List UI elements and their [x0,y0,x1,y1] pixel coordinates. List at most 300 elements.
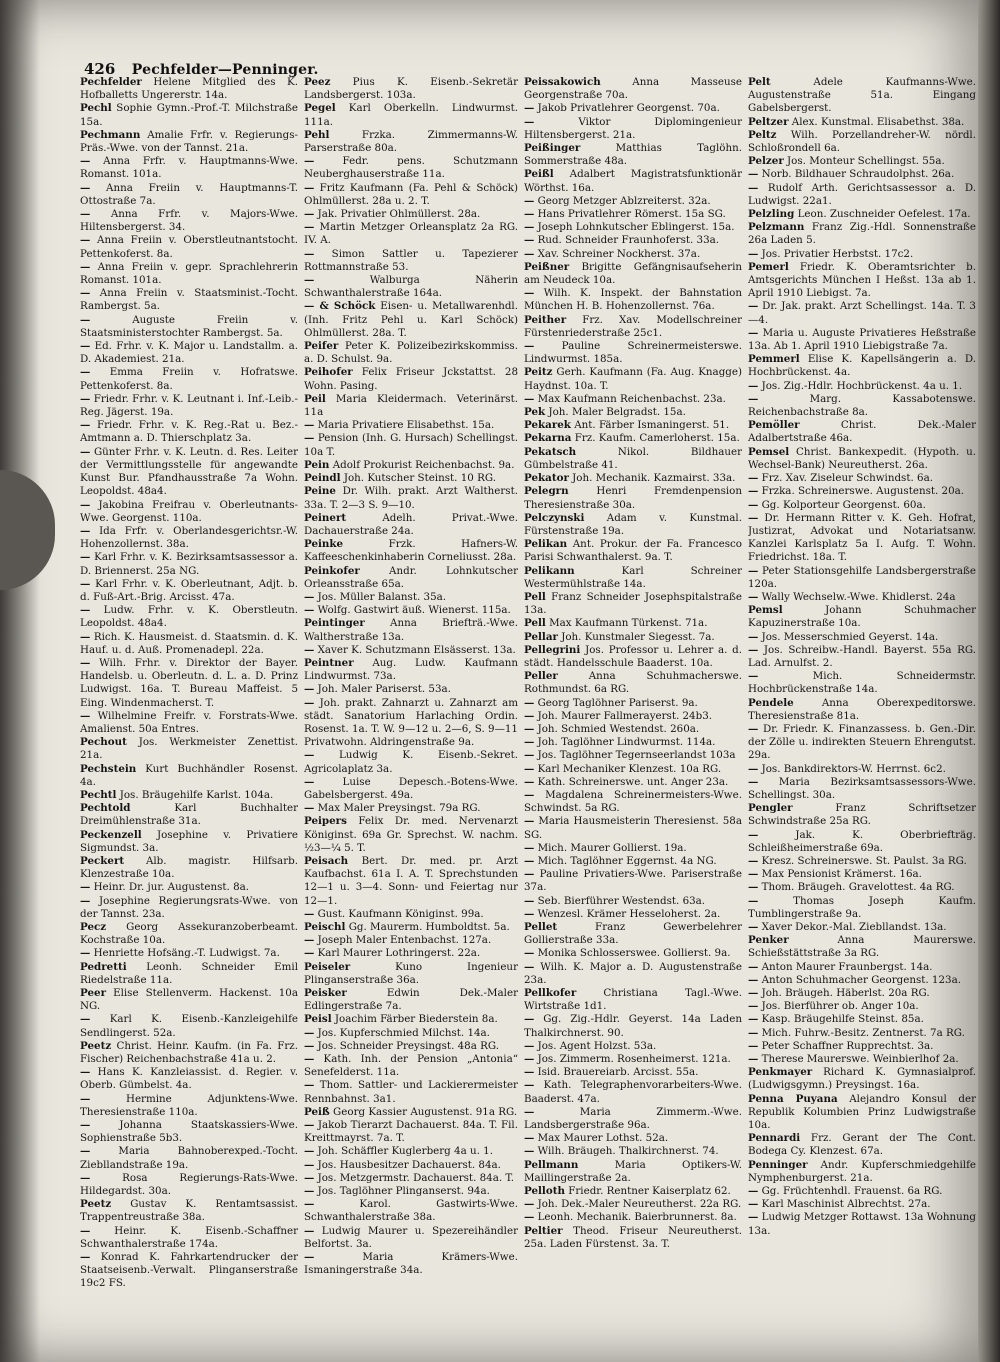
entry-surname: — [524,1053,535,1066]
entry-surname: — [748,1053,759,1066]
entry-details: Wolfg. Gastwirt äuß. Wienerst. 115a. [317,604,511,617]
entry-details: Maria Krämers-Wwe. Ismaningerstraße 34a. [304,1251,518,1277]
directory-entry [748,472,976,485]
entry-surname: Pehl [304,128,330,141]
entry-surname: — [304,221,315,234]
entry-surname: — [304,934,315,947]
entry-details: Maria u. Auguste Privatieres Heßstraße 13a. Ab 1. April 1910 Liebigstraße 7a. [748,326,976,353]
entry-surname: Pecz [80,921,107,933]
entry-details: Georg Kassier Augustenst. 91a RG. [333,1105,518,1118]
entry-surname: — [748,960,759,973]
entry-details: Gerh. Kaufmann (Fa. Aug. Knagge) Haydnst. 10a. T. [524,366,742,392]
directory-entry [748,393,976,419]
entry-surname: — [748,498,759,511]
entry-details: Mich. Schneidermstr. Hochbrückenstraße 14a. [748,670,976,696]
entry-surname: Peckenzell [80,828,142,841]
directory-entry [524,1079,742,1105]
entry-details: Ida Frfr. v. Oberlandesgerichtsr.-W. Hohenzollernst. 38a. [80,524,298,551]
entry-details: Anna Freiin v. gepr. Sprachlehrerin Romanst. 101a. [80,260,298,287]
entry-surname: Pell [524,590,546,603]
entry-surname: — [748,181,759,194]
directory-entry [748,327,976,353]
directory-entry [304,1119,518,1145]
entry-details: Jos. Zimmerm. Rosenheimerst. 121a. [537,1053,731,1066]
entry-surname: Pemsl [748,604,783,617]
entry-details: Heinr. Dr. jur. Augustenst. 8a. [93,881,250,894]
entry-details: Kath. Schreinerswe. unt. Anger 23a. [537,775,729,788]
entry-surname: Pechtl [80,788,117,801]
directory-entry [524,749,742,762]
directory-entry [80,499,298,525]
entry-details: Leon. Zuschneider Oefelest. 17a. [797,208,971,221]
directory-entry [748,1027,976,1040]
entry-details: Christ. Dek.-Maler Adalbertstraße 46a. [748,419,976,445]
entry-surname: Peller [524,670,558,683]
entry-details: Wally Wechselw.-Wwe. Khidlerst. 24a [761,590,956,603]
directory-entry [748,168,976,181]
directory-entry [304,1106,518,1119]
directory-entry [524,1066,742,1079]
directory-entry [748,1159,976,1185]
entry-surname: — [304,1079,315,1092]
directory-entry [80,1225,298,1251]
entry-surname: Pelegrn [524,485,569,498]
entry-details: Ed. Frhr. v. K. Major u. Landstallm. a. D. Akademiest. 21a. [80,340,298,366]
directory-entry [524,102,742,115]
entry-details: Hans Privatlehrer Römerst. 15a SG. [537,208,726,221]
entry-details: Karl Mechaniker Klenzest. 10a RG. [537,762,722,775]
entry-surname: — [524,775,535,788]
entry-details: Karl Buchhalter Dreimühlenstraße 31a. [80,802,298,828]
entry-details: Elise K. Kapellsängerin a. D. Hochbrückenst. 4a. [748,353,976,379]
entry-surname: — [748,1013,759,1026]
entry-surname: — [524,340,535,353]
directory-entry [524,1145,742,1158]
directory-entry [524,234,742,247]
entry-details: Jos. Bierführer ob. Anger 10a. [761,1000,919,1013]
entry-details: Joh. Bräugeh. Häberlst. 20a RG. [761,987,930,1000]
directory-entry [304,1013,518,1026]
entry-details: Kasp. Bräugehilfe Steinst. 85a. [761,1013,924,1026]
entry-details: Christ. Heinr. Kaufm. (in Fa. Frz. Fischer) Reichenbachstraße 41a u. 2. [80,1039,298,1066]
page-notch [0,470,55,590]
entry-surname: — [80,181,91,194]
entry-surname: Penninger [748,1158,808,1171]
directory-entry [80,129,298,155]
entry-details: Maria Privatiere Elisabethst. 15a. [317,419,495,432]
entry-details: Christ. Bankexpedit. (Hypoth. u. Wechsel-Bank) Neureutherst. 26a. [748,445,976,471]
entry-surname: Peifer [304,340,339,353]
entry-surname: — [304,1145,315,1158]
entry-details: Auguste Freiin v. Staatsministerstochter Rambergst. 5a. [80,313,298,339]
directory-entry [304,459,518,472]
entry-surname: — [524,392,535,405]
entry-surname: — [748,168,759,181]
directory-entry [748,934,976,960]
entry-surname: — [748,881,759,894]
directory-entry [748,829,976,855]
entry-details: Alex. Kunstmal. Elisabethst. 38a. [791,115,965,128]
directory-entry [304,802,518,815]
entry-details: Leonh. Mechanik. Baierbrunnerst. 8a. [537,1211,737,1224]
entry-surname: — & Schöck [304,300,376,313]
entry-details: Andr. Kupferschmiedgehilfe Nymphenburgerst. 21a. [748,1158,976,1184]
entry-details: Ant. Prokur. der Fa. Francesco Parisi Schwanthalerst. 9a. T. [524,538,742,564]
entry-details: Jakobina Freifrau v. Oberleutnants-Wwe. Georgenst. 110a. [80,498,298,524]
entry-details: Nikol. Bildhauer Gümbelstraße 41. [524,445,742,471]
directory-entry [524,419,742,432]
entry-surname: — [80,604,91,617]
entry-details: Gg. Früchtenhdl. Frauenst. 6a RG. [761,1185,943,1198]
entry-surname: Peckert [80,854,125,867]
directory-entry [748,868,976,881]
directory-entry [748,1013,976,1026]
entry-details: Heinr. K. Eisenb.-Schaffner Schwanthalerstraße 174a. [80,1224,298,1250]
entry-surname: — [80,392,91,405]
entry-surname: Pek [524,406,546,419]
directory-entry [524,168,742,194]
directory-entry [748,763,976,776]
entry-surname: — [748,1198,759,1211]
directory-entry [524,512,742,538]
directory-entry [80,895,298,921]
directory-entry [80,261,298,287]
directory-entry [748,591,976,604]
entry-details: Max Pensionist Krämerst. 16a. [761,868,922,881]
directory-entry [748,723,976,763]
directory-entry [748,776,976,802]
directory-entry [304,208,518,221]
entry-details: Pauline Schreinermeisterswe. Lindwurmst. 185a. [524,340,742,366]
entry-details: Jakob Privatlehrer Georgenst. 70a. [537,102,720,115]
entry-surname: Pemerl [748,260,789,273]
entry-surname: Pelt [748,76,771,88]
directory-entry [524,710,742,723]
entry-details: Frzka. Zimmermanns-W. Parserstraße 80a. [304,128,518,155]
entry-details: Jakob Tierarzt Dachauerst. 84a. T. Fil. Kreittmayrst. 7a. T. [304,1119,518,1145]
directory-entry [304,1251,518,1277]
entry-details: Jos. Messerschmied Geyerst. 14a. [761,630,939,643]
entry-surname: — [748,511,759,524]
directory-entry [524,76,742,102]
directory-entry [80,234,298,260]
entry-surname: — [524,115,535,128]
entry-details: Peter K. Polizeibezirkskommiss. a. D. Schulst. 9a. [304,340,518,366]
entry-surname: Peetz [80,1198,112,1211]
entry-details: Kuno Ingenieur Plinganserstraße 36a. [304,960,518,986]
directory-entry [80,102,298,128]
entry-surname: — [304,749,315,762]
directory-entry [748,155,976,168]
entry-details: Karl Maurer Lothringerst. 22a. [317,947,481,960]
entry-details: Max Kaufmann Reichenbachst. 23a. [537,392,726,405]
entry-surname: — [80,208,91,221]
entry-surname: — [304,604,315,617]
directory-entry [80,1013,298,1039]
entry-details: Josephine v. Privatiere Sigmundst. 3a. [80,828,298,854]
directory-entry [80,1066,298,1092]
entry-details: Joh. Maurer Fallmerayerst. 24b3. [537,709,713,722]
directory-entry [748,129,976,155]
entry-details: Christiana Tagl.-Wwe. Wirtstraße 1d1. [524,987,742,1013]
entry-surname: Pellar [524,630,558,643]
entry-surname: Pechstein [80,762,137,775]
directory-entry [524,961,742,987]
directory-entry [524,366,742,392]
entry-surname: Pelikan [524,538,568,551]
entry-surname: Peindl [304,472,341,485]
directory-entry [524,1053,742,1066]
directory-entry [524,565,742,591]
entry-details: Wenzesl. Krämer Hesseloherst. 2a. [537,907,721,920]
directory-entry [80,763,298,789]
entry-details: Karl Frhr. v. K. Bezirksamtsassessor a. D. Briennerst. 25a NG. [80,551,298,577]
entry-surname: Peischl [304,921,346,933]
entry-surname: — [524,1132,535,1145]
directory-entry [524,261,742,287]
entry-details: Thomas Joseph Kaufm. Tumblingerstraße 9a. [748,894,976,920]
entry-surname: Penkmayer [748,1066,813,1079]
entry-surname: — [304,947,315,960]
entry-surname: Peisl [304,1013,332,1026]
directory-entry [748,631,976,644]
entry-details: Jos. Kupferschmied Milchst. 14a. [317,1026,490,1039]
directory-entry [748,1132,976,1158]
entry-surname: — [304,1039,315,1052]
entry-surname: — [748,1185,759,1198]
directory-entry [304,1185,518,1198]
directory-entry [304,393,518,419]
entry-details: Karl K. Eisenb.-Kanzleigehilfe Sendlingerst. 52a. [80,1013,298,1039]
directory-entry [524,248,742,261]
directory-entry [748,644,976,670]
directory-entry [304,102,518,128]
directory-entry [304,538,518,564]
directory-entry [304,182,518,208]
directory-entry [80,881,298,894]
directory-entry [304,1053,518,1079]
entry-surname: — [80,1224,91,1237]
entry-surname: — [524,208,535,221]
directory-entry [748,895,976,921]
directory-entry [304,644,518,657]
entry-details: Jos. Privatier Herbstst. 17c2. [761,247,914,260]
directory-entry [524,1106,742,1132]
entry-details: Anna Freiin v. Hauptmanns-T. Ottostraße 7a. [80,181,298,207]
entry-surname: — [748,775,759,788]
directory-entry [524,221,742,234]
entry-details: Richard K. Gymnasialprof. (Ludwigsgymn.) Preysingst. 16a. [748,1066,976,1092]
entry-details: Joh. Maler Pariserst. 53a. [317,683,451,696]
entry-details: Leonh. Schneider Emil Riedelstraße 11a. [80,960,298,986]
entry-details: Anton Maurer Fraunbergst. 14a. [761,960,933,973]
entry-details: Anna Freiin v. Staatsminist.-Tocht. Rambergst. 5a. [80,287,298,313]
entry-details: Karol. Gastwirts-Wwe. Schwanthalerstraße 38a. [304,1198,518,1224]
column-2 [304,76,518,1352]
entry-surname: — [748,854,759,867]
entry-details: Joachim Färber Biederstein 8a. [334,1013,498,1026]
entry-surname: Peisach [304,854,349,867]
entry-details: Dr. Jak. prakt. Arzt Schellingst. 14a. T. 3—4. [748,300,976,326]
directory-entry [524,1198,742,1211]
entry-surname: Pendele [748,696,794,709]
directory-entry [80,1119,298,1145]
directory-entry [524,617,742,630]
directory-entry [748,353,976,379]
entry-surname: — [304,1171,315,1184]
entry-surname: Pechout [80,736,127,749]
directory-entry [748,565,976,591]
entry-surname: — [80,1119,91,1132]
entry-details: Anna Masseuse Georgenstraße 70a. [524,76,742,102]
entry-surname: Pekarek [524,419,571,432]
directory-entry [80,987,298,1013]
directory-entry [524,644,742,670]
entry-details: Amalie Frfr. v. Regierungs-Präs.-Wwe. von der Tannst. 21a. [80,128,298,155]
entry-details: Johanna Staatskassiers-Wwe. Sophienstraße 5b3. [80,1119,298,1145]
directory-entry [524,815,742,841]
entry-surname: Peiß [304,1105,330,1118]
column-4 [748,76,976,1352]
directory-entry [524,842,742,855]
entry-details: Jos. Taglöhner Plinganserst. 94a. [317,1185,490,1198]
entry-details: Seb. Bierführer Westendst. 63a. [537,894,706,907]
entry-details: Anna Maurerswe. Schießstättstraße 3a RG. [748,934,976,960]
page-number: 426 [84,60,116,78]
directory-entry [304,934,518,947]
entry-details: Magdalena Schreinermeisters-Wwe. Schwindst. 5a RG. [524,788,742,815]
directory-entry [524,1185,742,1198]
entry-details: Rudolf Arth. Gerichtsassessor a. D. Ludwigst. 22a1. [748,181,976,207]
entry-details: Anna Freiin v. Oberstleutnantstocht. Pettenkoferst. 8a. [80,234,298,260]
entry-surname: — [748,722,759,735]
entry-surname: — [748,485,759,498]
directory-entry [524,538,742,564]
entry-surname: — [304,683,315,696]
entry-details: Georg Taglöhner Pariserst. 9a. [537,696,698,709]
directory-entry [80,604,298,630]
directory-entry [524,406,742,419]
entry-surname: — [304,1026,315,1039]
directory-entry [304,300,518,340]
entry-surname: — [524,1039,535,1052]
entry-details: Therese Maurerswe. Weinbierlhof 2a. [761,1053,959,1066]
directory-entry [80,551,298,577]
directory-entry [748,604,976,630]
entry-surname: — [80,1066,91,1079]
entry-surname: — [80,524,91,537]
entry-details: Walburga Näherin Schwanthalerstraße 164a. [304,274,518,300]
directory-entry [304,485,518,511]
entry-details: Joh. Dek.-Maler Neureutherst. 22a RG. [537,1198,742,1211]
entry-surname: Peinert [304,511,347,524]
entry-surname: — [80,881,91,894]
column-3 [524,76,742,1352]
directory-entry [304,961,518,987]
entry-surname: Peltzer [748,115,789,128]
entry-surname: Peer [80,987,106,1000]
entry-details: Joh. Taglöhner Lindwurmst. 114a. [537,736,716,749]
directory-entry [304,776,518,802]
directory-entry [748,961,976,974]
entry-details: Adele Kaufmanns-Wwe. Augustenstraße 51a. Eingang Gabelsbergerst. [748,76,976,115]
entry-surname: — [80,709,91,722]
entry-surname: Pellegrini [524,643,581,656]
entry-details: Joh. Kunstmaler Siegesst. 7a. [561,630,715,643]
directory-entry [304,155,518,181]
entry-details: Joh. Kutscher Steinst. 10 RG. [343,472,496,485]
directory-entry [304,1225,518,1251]
entry-surname: Pegel [304,102,336,115]
entry-details: Anna Frfr. v. Majors-Wwe. Hiltensbergerst. 34. [80,208,298,234]
entry-surname: — [524,815,535,828]
entry-surname: — [748,670,759,683]
directory-entry [748,182,976,208]
entry-details: Gust. Kaufmann Königinst. 99a. [317,907,484,920]
running-title: Pechfelder—Penninger. [131,62,319,78]
entry-surname: Pechfelder [80,76,142,88]
entry-details: Emma Freiin v. Hofratswe. Pettenkoferst. 8a. [80,366,298,392]
directory-entry [524,855,742,868]
directory-entry [80,525,298,551]
entry-details: Henri Fremdenpension Theresienstraße 30a. [524,485,742,511]
directory-entry [748,485,976,498]
entry-surname: — [80,630,91,643]
directory-entry [524,472,742,485]
entry-surname: — [80,313,91,326]
entry-surname: — [304,1224,315,1237]
entry-surname: — [80,656,91,669]
directory-entry [748,881,976,894]
directory-entry [524,776,742,789]
directory-entry [524,697,742,710]
entry-details: Joh. Schäffler Kuglerberg 4a u. 1. [317,1145,494,1158]
entry-details: Anna Briefträ.-Wwe. Waltherstraße 13a. [304,617,518,643]
entry-details: Dr. Friedr. K. Finanzassess. b. Gen.-Dir. der Zölle u. indirekten Steuern Ehrengutst. 29a. [748,722,976,762]
entry-surname: — [748,300,759,313]
entry-details: Konrad K. Fahrkartendrucker der Staatseisenb.-Verwalt. Plinganserstraße 19c2 FS. [80,1251,298,1290]
directory-entry [304,366,518,392]
entry-surname: Pechtold [80,802,131,815]
directory-entry [304,815,518,855]
entry-details: Jos. Hausbesitzer Dachauerst. 84a. [317,1158,501,1171]
entry-surname: — [524,947,535,960]
entry-details: Günter Frhr. v. K. Leutn. d. Res. Leiter der Vermittlungsstelle für angewandte Kunst Bur. Pfandhausstraße 7a Wohn. Leopoldst. 48a4. [80,445,298,498]
entry-details: Jos. Schreibw.-Handl. Bayerst. 55a RG. Lad. Arnulfst. 2. [748,643,976,669]
entry-details: Helene Mitglied des K. Hofballetts Ungererstr. 14a. [80,76,298,102]
entry-surname: — [748,973,759,986]
directory-entry [524,1132,742,1145]
entry-surname: — [304,1185,315,1198]
entry-details: Elise Stellenverm. Hackenst. 10a NG. [80,987,298,1013]
directory-entry [304,432,518,458]
directory-entry [80,631,298,657]
directory-entry [524,947,742,960]
entry-details: Wilh. K. Inspekt. der Bahnstation München H. B. Hohenzollernst. 76a. [524,287,742,313]
directory-entry [80,947,298,960]
entry-surname: — [748,590,759,603]
entry-surname: Peine [304,485,336,498]
directory-entry [80,855,298,881]
entry-details: Adalbert Magistratsfunktionär Wörthst. 16a. [524,168,742,194]
directory-entry [304,1172,518,1185]
entry-surname: — [748,828,759,841]
entry-details: Jos. Schneider Preysingst. 48a RG. [317,1039,500,1052]
entry-details: Henriette Hofsäng.-T. Ludwigst. 7a. [93,947,280,960]
entry-surname: — [80,234,91,247]
entry-surname: Peisker [304,987,347,1000]
entry-surname: — [748,762,759,775]
